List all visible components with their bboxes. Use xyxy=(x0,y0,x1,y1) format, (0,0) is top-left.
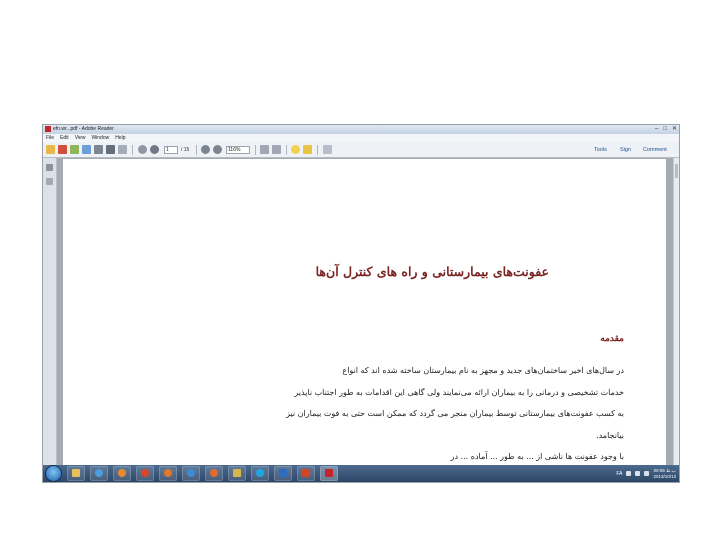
menu-bar xyxy=(43,134,679,142)
previous-page-icon[interactable] xyxy=(138,145,147,154)
maximize-button[interactable]: □ xyxy=(663,126,667,132)
taskbar-app-firefox-2[interactable] xyxy=(205,466,223,481)
taskbar-app-adobe-reader[interactable] xyxy=(320,466,338,481)
scrollbar-thumb[interactable] xyxy=(675,164,678,178)
vertical-scrollbar[interactable] xyxy=(673,158,679,465)
document-area[interactable] xyxy=(57,158,673,465)
body-paragraph xyxy=(184,360,624,468)
print-icon[interactable] xyxy=(106,145,115,154)
menu-edit[interactable]: Edit xyxy=(60,135,69,141)
close-button[interactable]: ✕ xyxy=(671,126,677,132)
clock[interactable] xyxy=(653,468,676,480)
navigation-pane xyxy=(43,158,57,465)
flag-icon[interactable] xyxy=(626,471,631,476)
expand-icon[interactable] xyxy=(323,145,332,154)
toolbar-separator xyxy=(255,145,256,155)
minimize-button[interactable]: – xyxy=(655,126,659,132)
network-icon[interactable] xyxy=(635,471,640,476)
highlight-icon[interactable] xyxy=(303,145,312,154)
adobe-reader-icon xyxy=(45,126,51,132)
save-icon[interactable] xyxy=(94,145,103,154)
toolbar-separator xyxy=(196,145,197,155)
taskbar-app-ie-2[interactable] xyxy=(182,466,200,481)
volume-icon[interactable] xyxy=(644,471,649,476)
create-pdf-icon[interactable] xyxy=(58,145,67,154)
taskbar-app-folder[interactable] xyxy=(228,466,246,481)
sign-button[interactable]: Sign xyxy=(620,147,632,153)
attachments-panel-icon[interactable] xyxy=(46,178,53,185)
taskbar-app-media-player[interactable] xyxy=(113,466,131,481)
taskbar-app-skype[interactable] xyxy=(251,466,269,481)
taskbar-app-powerpoint[interactable] xyxy=(297,466,315,481)
window-title: efn.wr...pdf - Adobe Reader xyxy=(53,126,114,132)
start-button[interactable] xyxy=(46,466,61,481)
zoom-in-icon[interactable] xyxy=(213,145,222,154)
comment-button[interactable]: Comment xyxy=(643,147,667,153)
toolbar-separator xyxy=(317,145,318,155)
paragraph-line: با وجود عفونت ها ناشی از ... به طور ... آماده ... در xyxy=(450,452,624,461)
pdf-page xyxy=(63,159,666,465)
paragraph-line: بیانجامد. xyxy=(596,430,624,440)
page-count: / 15 xyxy=(181,147,190,153)
page-number-input[interactable]: 1 xyxy=(164,146,178,154)
taskbar-app-chrome[interactable] xyxy=(136,466,154,481)
fit-width-icon[interactable] xyxy=(272,145,281,154)
paragraph-line: خدمات تشخیصی و درمانی را به بیماران ارائه می‌نمایند ولی گاهی این اقدامات به طور اجتناب ناپذیر xyxy=(294,387,624,397)
paragraph-line: در سال‌های اخیر ساختمان‌های جدید و مجهز به نام بیمارستان ساخته شده اند که انواع xyxy=(342,366,624,375)
toolbar xyxy=(43,142,679,158)
adobe-reader-screenshot xyxy=(43,125,679,482)
paragraph-line: به کسب عفونت‌های بیمارستانی توسط بیماران منجر می گردد که ممکن است حتی به فوت بیماران نیز xyxy=(286,409,624,418)
taskbar-app-firefox[interactable] xyxy=(159,466,177,481)
taskbar-app-explorer[interactable] xyxy=(67,466,85,481)
fit-page-icon[interactable] xyxy=(260,145,269,154)
menu-help[interactable]: Help xyxy=(115,135,126,141)
email-icon[interactable] xyxy=(118,145,127,154)
taskbar-app-word[interactable] xyxy=(274,466,292,481)
clock-date: 2013/10/13 xyxy=(653,473,676,479)
system-tray xyxy=(616,465,676,482)
section-heading: مقدمه xyxy=(600,334,624,344)
zoom-select[interactable]: 116% xyxy=(226,146,250,154)
taskbar-app-ie[interactable] xyxy=(90,466,108,481)
title-bar xyxy=(43,125,679,134)
edit-icon[interactable] xyxy=(70,145,79,154)
open-icon[interactable] xyxy=(46,145,55,154)
clock-time: 06:55 ب.ظ xyxy=(653,467,676,473)
zoom-out-icon[interactable] xyxy=(201,145,210,154)
toolbar-separator xyxy=(132,145,133,155)
comment-bubble-icon[interactable] xyxy=(291,145,300,154)
menu-view[interactable]: View xyxy=(74,135,86,141)
tools-button[interactable]: Tools xyxy=(594,147,607,153)
menu-file[interactable]: File xyxy=(46,135,55,141)
share-icon[interactable] xyxy=(82,145,91,154)
next-page-icon[interactable] xyxy=(150,145,159,154)
pages-panel-icon[interactable] xyxy=(46,164,53,171)
taskbar xyxy=(43,465,679,482)
menu-window[interactable]: Window xyxy=(91,135,110,141)
document-title: عفونت‌های بیمارستانی و راه های کنترل آن‌ها xyxy=(315,264,549,279)
language-indicator[interactable]: FA xyxy=(616,470,623,477)
toolbar-separator xyxy=(286,145,287,155)
